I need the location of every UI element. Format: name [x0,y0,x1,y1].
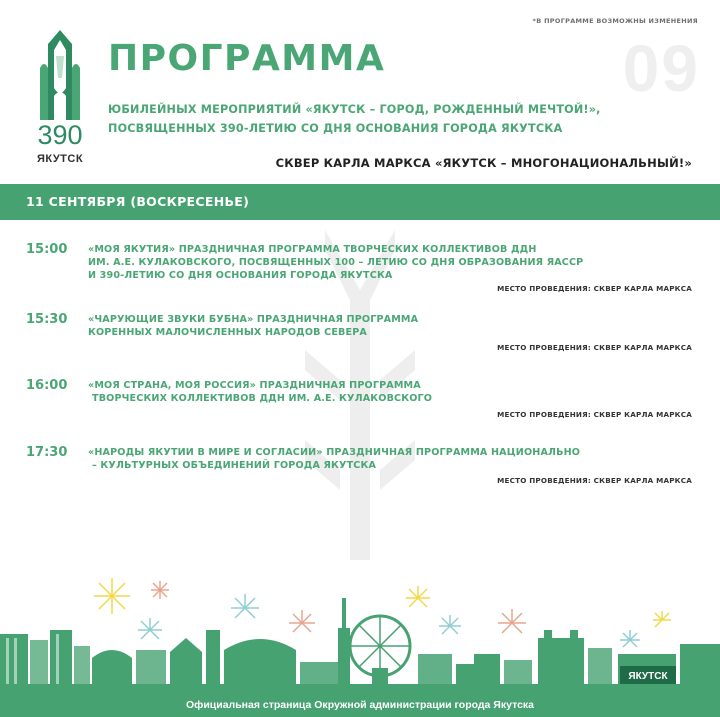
event-line: ТВОРЧЕСКИХ КОЛЛЕКТИВОВ ДДН ИМ. А.Е. КУЛАКОВСКОГО [92,393,433,404]
logo-number: 390 [37,120,83,150]
event-place: МЕСТО ПРОВЕДЕНИЯ: СКВЕР КАРЛА МАРКСА [497,476,692,485]
footer-text: Официальная страница Окружной администрации города Якутска [185,699,535,711]
date-bar [0,184,720,220]
footer-bar [0,694,720,717]
event-time: 15:00 [26,242,68,257]
logo-city: ЯКУТСК [36,153,84,165]
program-subtitle [108,100,698,138]
event-line: «МОЯ ЯКУТИЯ» ПРАЗДНИЧНАЯ ПРОГРАММА ТВОРЧЕСКИХ КОЛЛЕКТИВОВ ДДН [88,244,537,255]
page-number: 09 [622,31,700,105]
page-title: ПРОГРАММА [108,38,386,79]
subtitle-line: ЮБИЛЕЙНЫХ МЕРОПРИЯТИЙ «ЯКУТСК – ГОРОД, РОЖДЕННЫЙ МЕЧТОЙ!», [108,103,601,116]
changes-notice: *В ПРОГРАММЕ ВОЗМОЖНЫ ИЗМЕНЕНИЯ [532,17,698,25]
date-label: 11 СЕНТЯБРЯ (ВОСКРЕСЕНЬЕ) [26,194,250,209]
event-line: – КУЛЬТУРНЫХ ОБЪЕДИНЕНИЙ ГОРОДА ЯКУТСКА [92,460,377,471]
event-line: ИМ. А.Е. КУЛАКОВСКОГО, ПОСВЯЩЕННЫХ 100 – ЛЕТИЮ СО ДНЯ ОБРАЗОВАНИЯ ЯАССР [88,257,584,268]
subtitle-line: ПОСВЯЩЕННЫХ 390-ЛЕТИЮ СО ДНЯ ОСНОВАНИЯ ГОРОДА ЯКУТСКА [108,122,563,135]
event-place: МЕСТО ПРОВЕДЕНИЯ: СКВЕР КАРЛА МАРКСА [497,343,692,352]
event-time: 16:00 [26,378,68,393]
event-description [88,243,688,282]
event-place: МЕСТО ПРОВЕДЕНИЯ: СКВЕР КАРЛА МАРКСА [497,410,692,419]
event-line: «МОЯ СТРАНА, МОЯ РОССИЯ» ПРАЗДНИЧНАЯ ПРОГРАММА [88,380,421,391]
event-line: И 390-ЛЕТИЮ СО ДНЯ ОСНОВАНИЯ ГОРОДА ЯКУТСКА [88,270,393,281]
event-line: «ЧАРУЮЩИЕ ЗВУКИ БУБНА» ПРАЗДНИЧНАЯ ПРОГРАММА [88,314,419,325]
venue-title: СКВЕР КАРЛА МАРКСА «ЯКУТСК – МНОГОНАЦИОНАЛЬНЫЙ!» [275,156,692,170]
event-line: КОРЕННЫХ МАЛОЧИСЛЕННЫХ НАРОДОВ СЕВЕРА [88,327,367,338]
city-sign: ЯКУТСК [628,671,668,682]
event-description [88,446,688,472]
city-skyline-illustration [0,568,720,694]
event-time: 15:30 [26,312,68,327]
buildings [0,598,720,694]
event-description [88,313,688,339]
fireworks [94,578,671,647]
event-time: 17:30 [26,445,68,460]
event-place: МЕСТО ПРОВЕДЕНИЯ: СКВЕР КАРЛА МАРКСА [497,284,692,293]
event-description [88,379,688,405]
event-line: «НАРОДЫ ЯКУТИИ В МИРЕ И СОГЛАСИИ» ПРАЗДНИЧНАЯ ПРОГРАММА НАЦИОНАЛЬНО [88,447,581,458]
